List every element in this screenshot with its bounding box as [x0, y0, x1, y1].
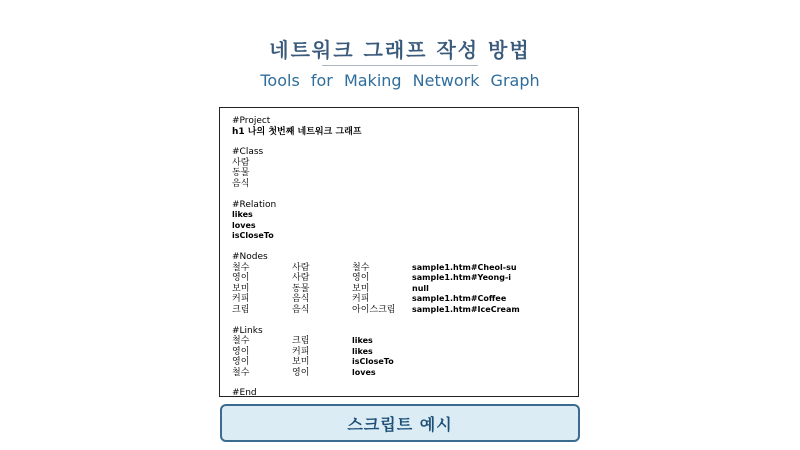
node-id: 철수: [232, 262, 250, 273]
node-link: null: [412, 283, 429, 293]
relation-section: [232, 200, 578, 242]
script-example-button[interactable]: 스크립트 예시: [220, 404, 580, 442]
link-source: 철수: [232, 367, 250, 378]
node-label: 커피: [352, 294, 370, 305]
script-example-box: [219, 107, 579, 397]
links-heading: #Links: [232, 325, 263, 336]
relation-item: isCloseTo: [232, 231, 274, 241]
link-target: 보미: [292, 357, 310, 368]
node-label: 철수: [352, 262, 370, 273]
title-divider: [322, 65, 478, 66]
relation-heading: #Relation: [232, 199, 277, 210]
project-line: h1 나의 첫번째 네트워크 그래프: [232, 126, 362, 137]
relation-item: loves: [232, 220, 256, 230]
node-row: [232, 305, 578, 316]
link-relation: isCloseTo: [352, 357, 394, 367]
project-heading: #Project: [232, 116, 271, 126]
node-class: 사람: [292, 262, 310, 273]
link-target: 영이: [292, 367, 310, 378]
page-title: 네트워크 그래프 작성 방법: [269, 38, 531, 62]
link-row: [232, 368, 578, 379]
node-link: sample1.htm#Coffee: [412, 294, 507, 304]
node-id: 크림: [232, 304, 250, 315]
node-link: sample1.htm#IceCream: [412, 304, 520, 314]
node-row: [232, 263, 578, 274]
class-item: 음식: [232, 178, 250, 189]
node-label: 보미: [352, 283, 370, 294]
end-marker: #End: [232, 388, 257, 399]
node-class: 동물: [292, 283, 310, 294]
nodes-heading: #Nodes: [232, 251, 268, 262]
link-source: 철수: [232, 336, 250, 347]
relation-item: likes: [232, 210, 253, 220]
link-row: [232, 357, 578, 368]
node-row: [232, 284, 578, 295]
link-row: [232, 336, 578, 347]
class-heading: #Class: [232, 147, 264, 158]
class-item: 사람: [232, 157, 250, 168]
class-item: 동물: [232, 168, 250, 179]
node-id: 보미: [232, 283, 250, 294]
node-class: 음식: [292, 294, 310, 305]
node-link: sample1.htm#Cheol-su: [412, 262, 517, 272]
node-label: 아이스크림: [352, 304, 396, 315]
project-section: [232, 116, 578, 137]
node-class: 음식: [292, 304, 310, 315]
node-row: [232, 294, 578, 305]
links-section: [232, 326, 578, 379]
link-relation: likes: [352, 336, 373, 346]
class-section: [232, 147, 578, 189]
link-target: 커피: [292, 346, 310, 357]
node-row: [232, 273, 578, 284]
link-relation: likes: [352, 346, 373, 356]
page-subtitle: Tools for Making Network Graph: [260, 71, 540, 90]
link-source: 영이: [232, 357, 250, 368]
link-source: 영이: [232, 346, 250, 357]
end-section: [232, 388, 578, 399]
node-id: 영이: [232, 273, 250, 284]
node-id: 커피: [232, 294, 250, 305]
link-relation: loves: [352, 367, 376, 377]
node-label: 영이: [352, 273, 370, 284]
node-class: 사람: [292, 273, 310, 284]
link-target: 크림: [292, 336, 310, 347]
node-link: sample1.htm#Yeong-i: [412, 273, 512, 283]
nodes-section: [232, 252, 578, 316]
link-row: [232, 347, 578, 358]
